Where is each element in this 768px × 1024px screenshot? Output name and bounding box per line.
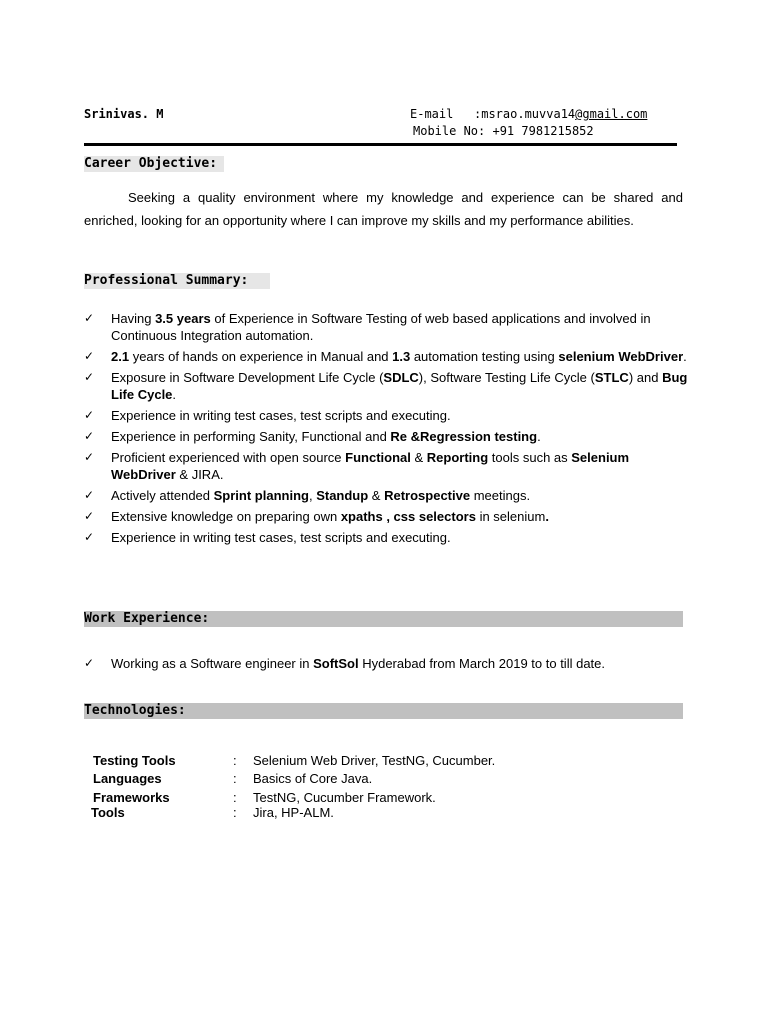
list-item bbox=[84, 655, 694, 672]
tech-colon: : bbox=[233, 790, 237, 805]
list-item bbox=[84, 487, 694, 504]
text: & bbox=[368, 488, 385, 503]
checkmark-icon: ✓ bbox=[84, 509, 95, 523]
checkmark-icon: ✓ bbox=[84, 488, 95, 502]
list-item bbox=[84, 529, 694, 546]
checkmark-icon: ✓ bbox=[84, 311, 95, 325]
tech-value: Basics of Core Java. bbox=[253, 771, 373, 786]
tech-colon: : bbox=[233, 771, 237, 786]
text: . bbox=[537, 429, 541, 444]
mobile-number: Mobile No: +91 7981215852 bbox=[413, 124, 594, 138]
tech-colon: : bbox=[233, 753, 237, 768]
checkmark-icon: ✓ bbox=[84, 656, 95, 670]
bold-text: xpaths , css selectors bbox=[340, 509, 476, 524]
bold-text: SDLC bbox=[383, 370, 419, 385]
text: , bbox=[308, 488, 317, 503]
text: Exposure in Software Development Life Cycle ( bbox=[111, 370, 384, 385]
tech-label: Frameworks bbox=[93, 790, 170, 805]
professional-summary-heading: Professional Summary: bbox=[84, 273, 270, 289]
text: Having bbox=[111, 311, 156, 326]
bold-text: Sprint planning bbox=[213, 488, 309, 503]
list-item bbox=[84, 449, 694, 483]
text: Experience in performing Sanity, Functional and bbox=[111, 429, 391, 444]
text: years of hands on experience in Manual and bbox=[129, 349, 393, 364]
text: meetings. bbox=[470, 488, 531, 503]
tech-colon: : bbox=[233, 805, 237, 820]
text: Working as a Software engineer in bbox=[111, 656, 314, 671]
checkmark-icon: ✓ bbox=[84, 349, 95, 363]
bold-text: selenium WebDriver bbox=[558, 349, 684, 364]
tech-value: Jira, HP-ALM. bbox=[253, 805, 334, 820]
bold-text: Retrospective bbox=[384, 488, 471, 503]
bold-text: 3.5 years bbox=[155, 311, 211, 326]
email-prefix: :msrao.muvva14 bbox=[474, 107, 576, 121]
text: automation testing using bbox=[410, 349, 559, 364]
work-experience-heading: Work Experience: bbox=[84, 611, 683, 627]
text: tools such as bbox=[488, 450, 572, 465]
list-item bbox=[84, 428, 694, 445]
work-experience-list bbox=[84, 655, 694, 672]
career-objective-heading: Career Objective: bbox=[84, 156, 224, 172]
bold-text: 1.3 bbox=[392, 349, 411, 364]
bold-text: Selenium WebDriver bbox=[111, 450, 630, 482]
text: . bbox=[683, 349, 687, 364]
text: Hyderabad from March 2019 to to till date. bbox=[358, 656, 605, 671]
tech-label: Testing Tools bbox=[93, 753, 176, 768]
list-item bbox=[84, 348, 694, 365]
technologies-heading: Technologies: bbox=[84, 703, 683, 719]
checkmark-icon: ✓ bbox=[84, 530, 95, 544]
text: Proficient experienced with open source bbox=[111, 450, 346, 465]
text: & bbox=[410, 450, 427, 465]
list-item bbox=[84, 407, 694, 424]
text: ) and bbox=[628, 370, 663, 385]
email-address[interactable] bbox=[474, 107, 647, 121]
bold-text: Bug Life Cycle bbox=[111, 370, 688, 402]
text: . bbox=[172, 387, 177, 402]
candidate-name: Srinivas. M bbox=[84, 107, 164, 121]
tech-value: TestNG, Cucumber Framework. bbox=[253, 790, 436, 805]
career-objective-text bbox=[84, 186, 683, 232]
text: & JIRA. bbox=[175, 467, 224, 482]
checkmark-icon: ✓ bbox=[84, 408, 95, 422]
bold-text: STLC bbox=[594, 370, 629, 385]
header-divider bbox=[84, 143, 677, 146]
checkmark-icon: ✓ bbox=[84, 370, 95, 384]
text: ), Software Testing Life Cycle ( bbox=[418, 370, 595, 385]
checkmark-icon: ✓ bbox=[84, 429, 95, 443]
tech-label: Languages bbox=[93, 771, 162, 786]
list-item bbox=[84, 369, 694, 403]
text: Experience in writing test cases, test scripts and executing. bbox=[111, 530, 451, 545]
bold-text: 2.1 bbox=[111, 349, 130, 364]
text: Extensive knowledge on preparing own bbox=[111, 509, 341, 524]
bold-text: . bbox=[545, 509, 549, 524]
list-item bbox=[84, 310, 694, 344]
bold-text: SoftSol bbox=[313, 656, 359, 671]
text: of Experience in Software Testing of web based applications and involved in Continuous Integration automation. bbox=[111, 311, 651, 343]
text: Experience in writing test cases, test scripts and executing. bbox=[111, 408, 451, 423]
checkmark-icon: ✓ bbox=[84, 450, 95, 464]
tech-label: Tools bbox=[91, 805, 125, 820]
career-objective-body: Seeking a quality environment where my knowledge and experience can be shared and enriched, looking for an opportunity where I can improve my skills and my performance abilities. bbox=[84, 190, 683, 228]
list-item bbox=[84, 508, 694, 525]
text: Actively attended bbox=[111, 488, 214, 503]
tech-value: Selenium Web Driver, TestNG, Cucumber. bbox=[253, 753, 496, 768]
text: in selenium bbox=[475, 509, 546, 524]
bold-text: Functional bbox=[345, 450, 411, 465]
email-link[interactable]: @gmail.com bbox=[575, 107, 648, 121]
bold-text: Reporting bbox=[426, 450, 489, 465]
professional-summary-list bbox=[84, 310, 694, 550]
bold-text: Standup bbox=[316, 488, 369, 503]
email-label: E-mail bbox=[410, 107, 454, 121]
bold-text: Re &Regression testing bbox=[390, 429, 538, 444]
